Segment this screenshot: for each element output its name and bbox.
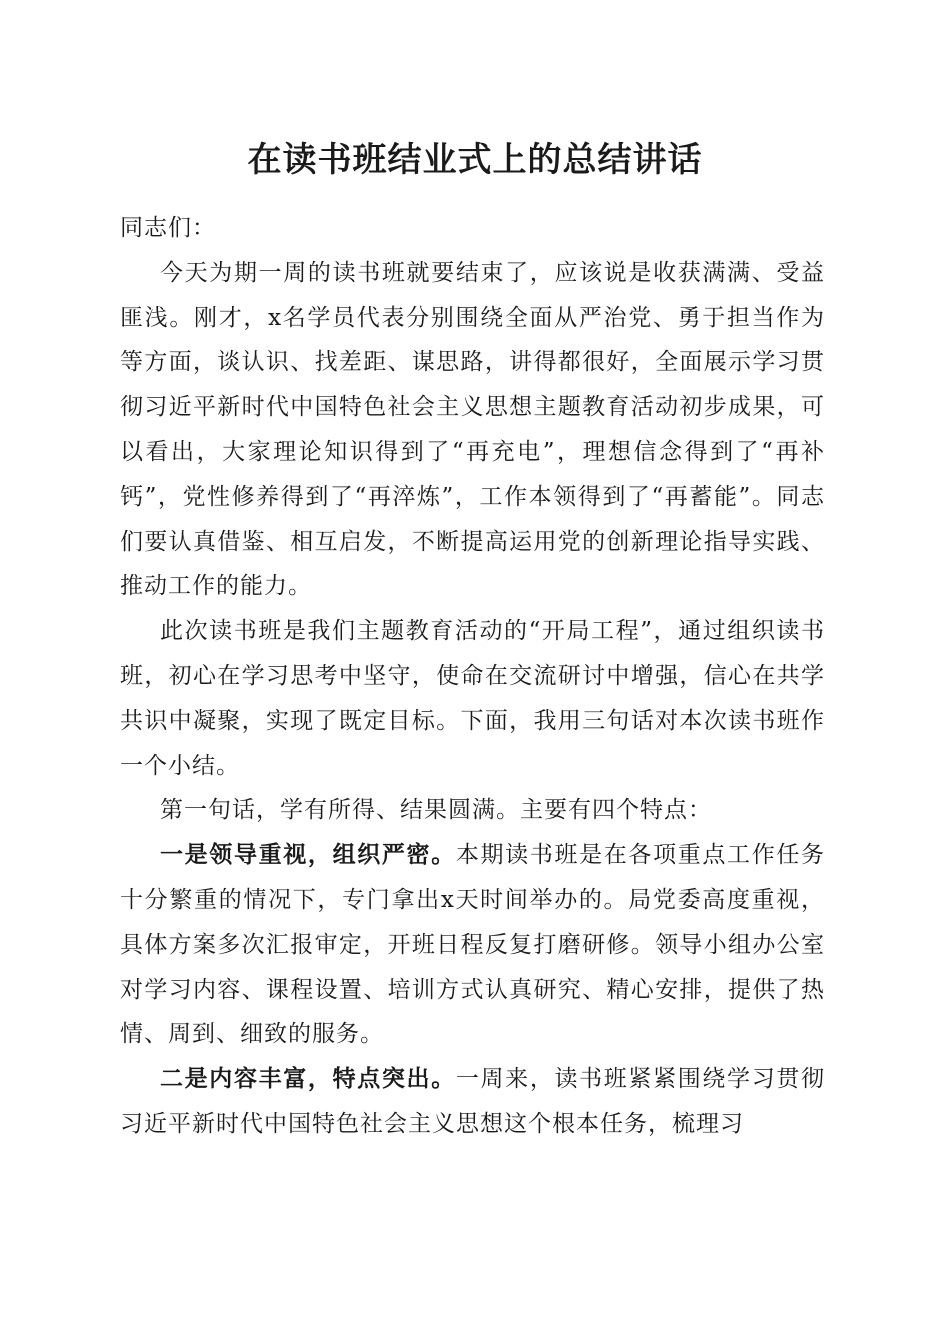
document-body <box>120 206 825 1147</box>
salutation: 同志们： <box>120 215 216 241</box>
paragraph-1 <box>120 251 825 609</box>
document-title: 在读书班结业式上的总结讲话 <box>247 140 703 180</box>
paragraph-4 <box>120 833 825 1057</box>
paragraph-5 <box>120 1057 825 1147</box>
paragraph-3-text: 第一句话，学有所得、结果圆满。主要有四个特点： <box>160 797 712 824</box>
paragraph-2 <box>120 609 825 788</box>
paragraph-1-text: 今天为期一周的读书班就要结束了，应该说是收获满满、受益匪浅。刚才，x名学员代表分别围绕全面从严治党、勇于担当作为等方面，谈认识、找差距、谋思路，讲得都很好，全面展示学习贯彻习近平新时代中国特色社会主义思想主题教育活动初步成果，可以看出，大家理论知识得到了“再充电”，理想信念得到了“再补钙”，党性修养得到了“再淬炼”，工作本领得到了“再蓄能”。同志们要认真借鉴、相互启发，不断提高运用党的创新理论指导实践、推动工作的能力。 <box>120 259 825 600</box>
paragraph-4-lead: 一是领导重视，组织严密。 <box>160 841 456 869</box>
paragraph-3 <box>120 788 825 833</box>
paragraph-4-text: 本期读书班是在各项重点工作任务十分繁重的情况下，专门拿出x天时间举办的。局党委高度重视，具体方案多次汇报审定，开班日程反复打磨研修。领导小组办公室对学习内容、课程设置、培训方式认真研究、精心安排，提供了热情、周到、细致的服务。 <box>120 842 826 1048</box>
paragraph-5-text: 一周来，读书班紧紧围绕学习贯彻习近平新时代中国特色社会主义思想这个根本任务，梳理习 <box>120 1066 826 1137</box>
paragraph-5-lead: 二是内容丰富，特点突出。 <box>160 1065 456 1093</box>
paragraph-2-text: 此次读书班是我们主题教育活动的“开局工程”，通过组织读书班，初心在学习思考中坚守，使命在交流研讨中增强，信心在共学共识中凝聚，实现了既定目标。下面，我用三句话对本次读书班作一个小结。 <box>120 618 825 779</box>
